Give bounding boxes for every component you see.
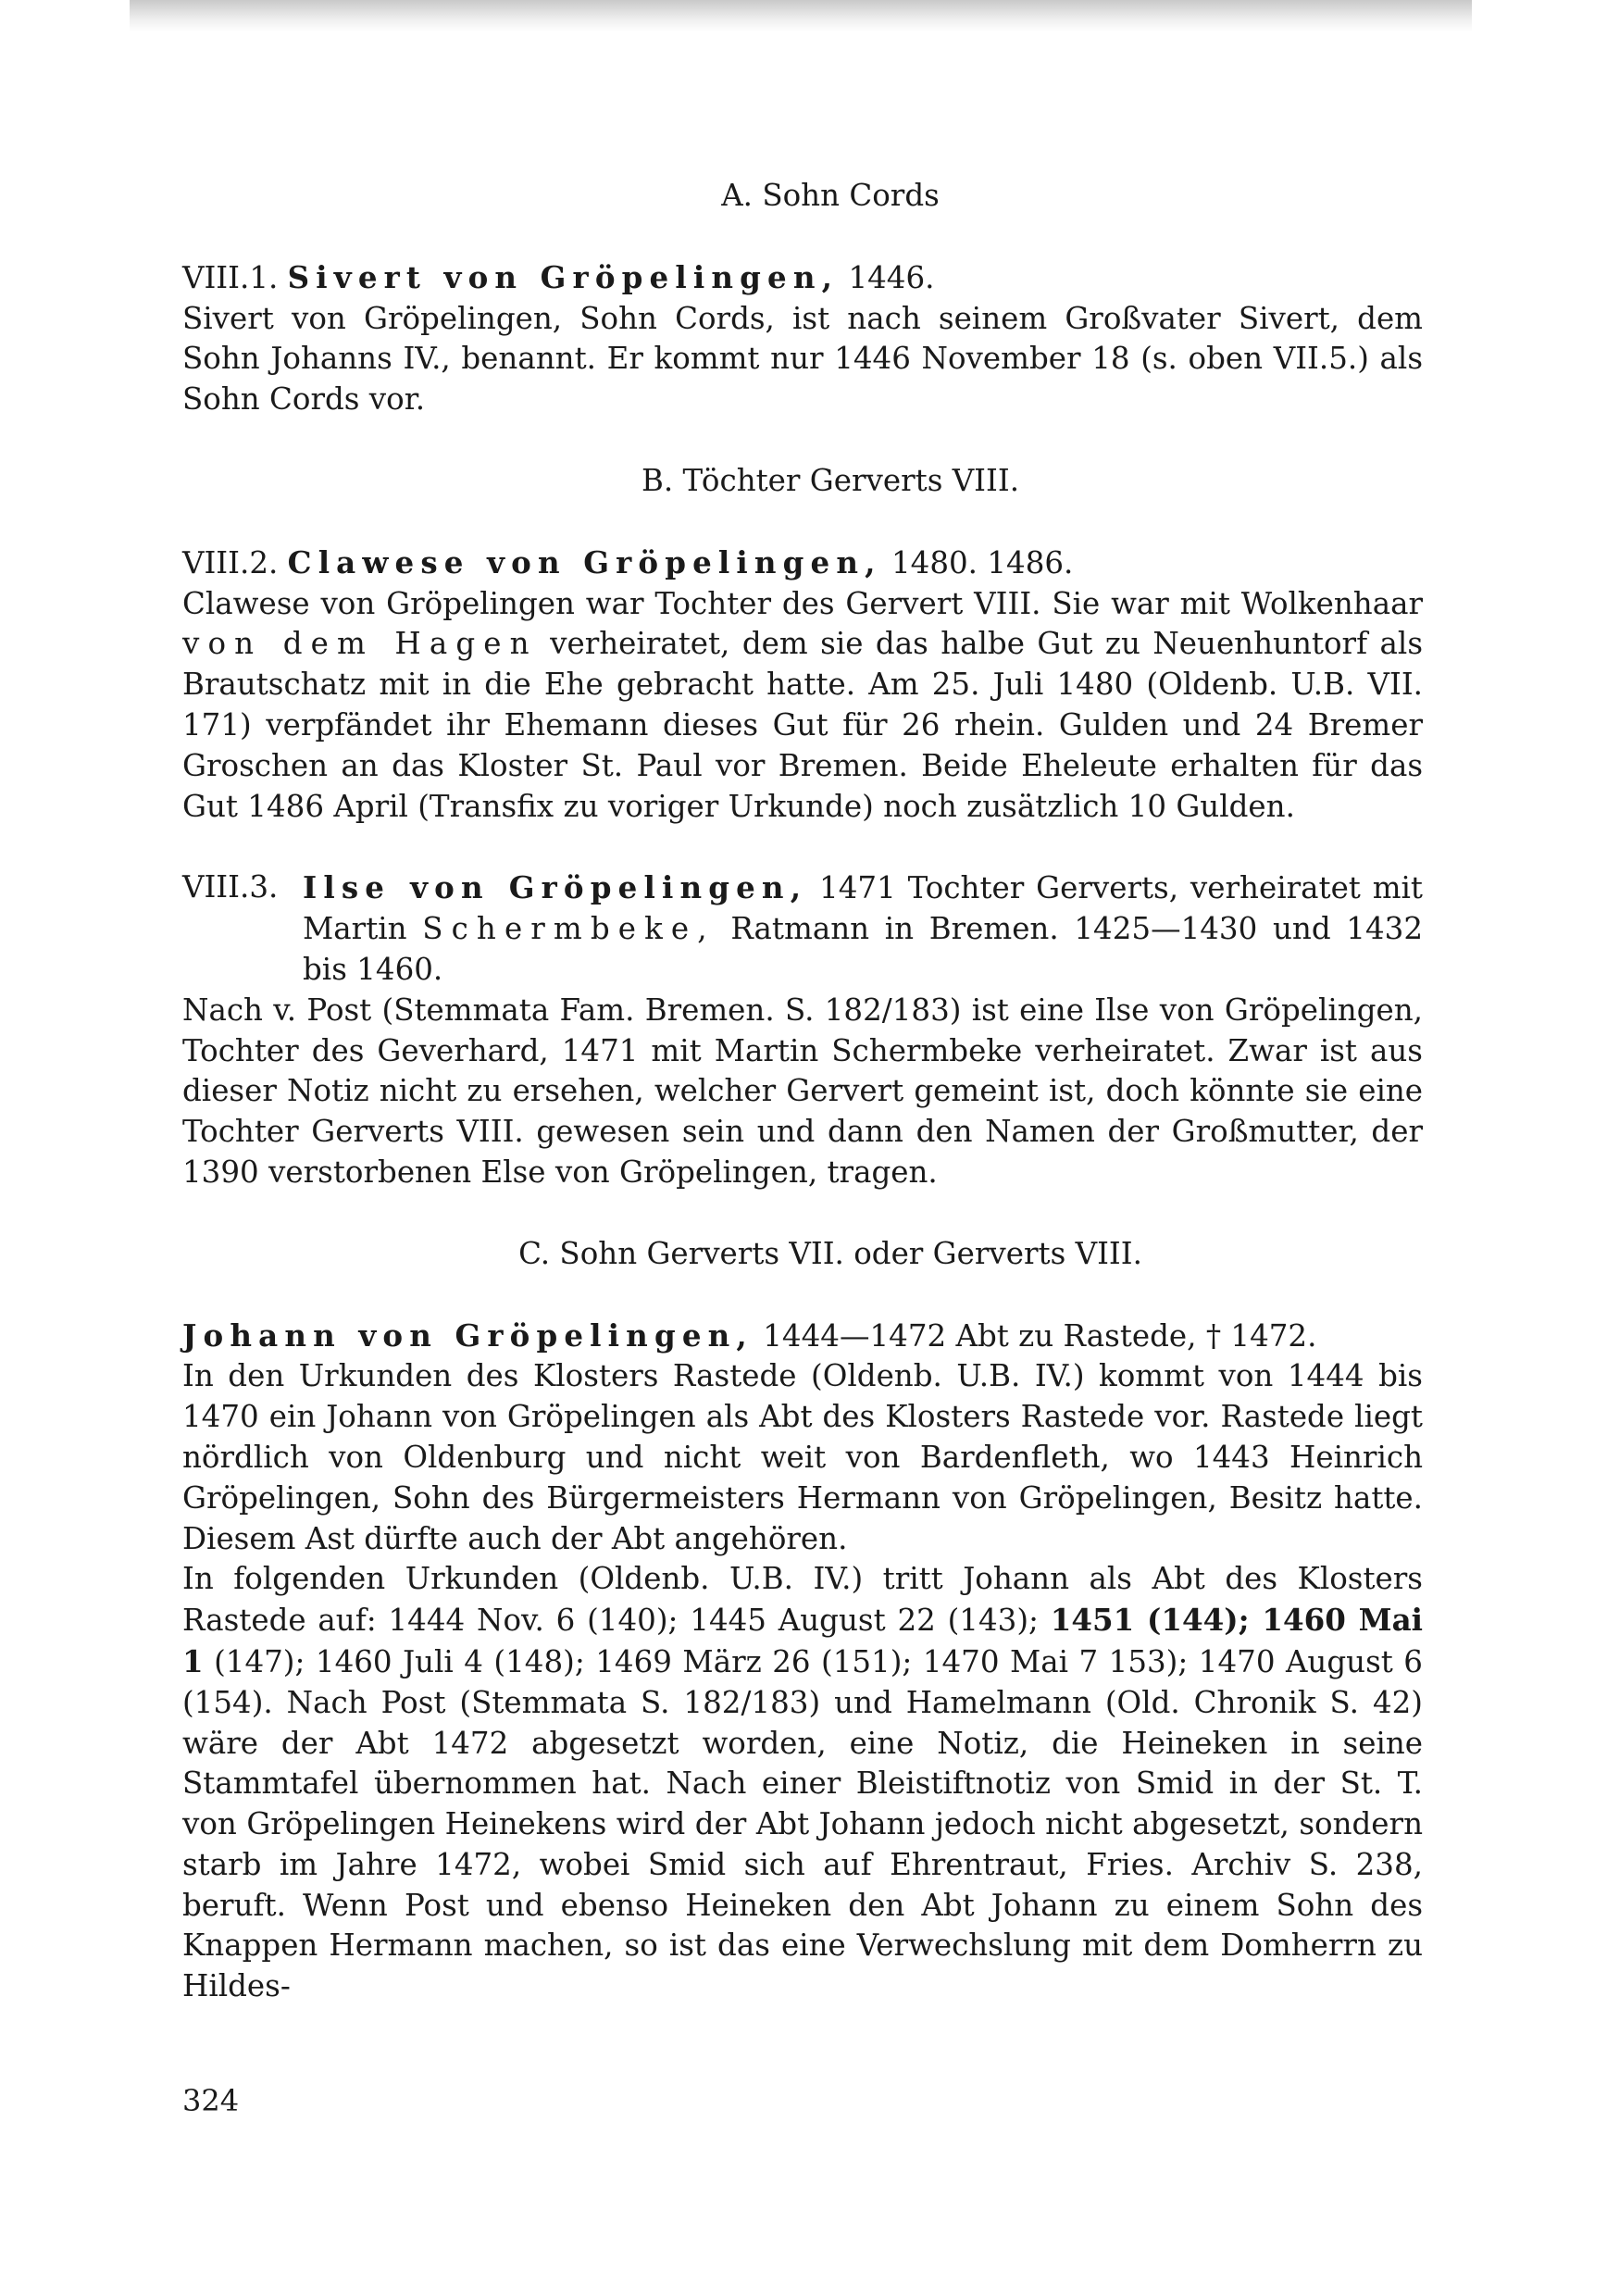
scan-edge-shadow (130, 0, 1472, 31)
text-part: (147); 1460 Juli 4 (148); 1469 März 26 (151); 1470 Mai 7 153); 1470 August 6 (154). Nach Post (Stemmata S. 182/183) und Hamelmann (Old. Chronik S. 42) wäre der Abt 1472 abgesetzt worden, eine Notiz, die Heineken in seine Stammtafel übernommen hat. Nach einer Bleistiftnotiz von Smid in der St. T. von Gröpelingen Heinekens wird der Abt Johann jedoch nicht abgesetzt, sondern starb im Jahre 1472, wobei Smid sich auf Ehrentraut, Fries. Archiv S. 238, beruft. Wenn Post und ebenso Heineken den Abt Johann zu einem Sohn des Knappen Hermann machen, so ist das eine Verwechslung mit dem Domherrn zu Hildes- (182, 1643, 1423, 2004)
entry-johann-paragraph-1: In den Urkunden des Klosters Rastede (Oldenb. U.B. IV.) kommt von 1444 bis 1470 ein Johann von Gröpelingen als Abt des Klosters Rastede vor. Rastede liegt nördlich von Oldenburg und nicht weit von Bardenfleth, wo 1443 Heinrich Gröpelingen, Sohn des Bürgermeisters Hermann von Gröpelingen, Besitz hatte. Diesem Ast dürfte auch der Abt angehören. (182, 1358, 1423, 1556)
page-number: 324 (182, 2083, 240, 2118)
entry-viii-1-heading (182, 257, 1423, 299)
entry-details: 1444—1472 Abt zu Rastede, † 1472. (763, 1317, 1317, 1354)
section-b-heading: B. Töchter Gerverts VIII. (641, 462, 1020, 498)
entry-number: VIII.3. (182, 869, 279, 905)
section-a-heading: A. Sohn Cords (721, 178, 940, 213)
bold-text-part: 1451 (144); 1460 Mai 1 (182, 1602, 1423, 1679)
text-part: verheiratet, dem sie das halbe Gut zu Neuenhuntorf als Brautschatz mit in die Ehe gebracht hatte. Am 25. Juli 1480 (Oldenb. U.B. VII. 171) verpfändet ihr Ehemann dieses Gut für 26 rhein. Gulden und 24 Bremer Groschen an das Kloster St. Paul vor Bremen. Beide Eheleute erhalten für das Gut 1486 April (Transfix zu voriger Urkunde) noch zusätzlich 10 Gulden. (182, 626, 1423, 824)
entry-year: 1446. (848, 259, 935, 295)
person-name: Sivert von Gröpelingen, (287, 258, 840, 295)
entry-viii-3-lead (303, 867, 1423, 990)
entry-johann-paragraph-2 (182, 1559, 1423, 2007)
entry-viii-1-text: Sivert von Gröpelingen, Sohn Cords, ist nach seinem Großvater Sivert, dem Sohn Johanns IV., benannt. Er kommt nur 1446 November 18 (s. oben VII.5.) als Sohn Cords vor. (182, 300, 1423, 418)
entry-number: VIII.1. (182, 259, 279, 295)
entry-viii-3-text: Nach v. Post (Stemmata Fam. Bremen. S. 182/183) ist eine Ilse von Gröpelingen, Tochter des Geverhard, 1471 mit Martin Schermbeke verheiratet. Zwar ist aus dieser Notiz nicht zu ersehen, welcher Gervert gemeint ist, doch könnte sie eine Tochter Gerverts VIII. gewesen sein und dann den Namen der Großmutter, der 1390 verstorbenen Else von Gröpelingen, tragen. (182, 992, 1423, 1190)
spaced-name: von dem Hagen (182, 626, 538, 662)
text-part: Clawese von Gröpelingen war Tochter des Gervert VIII. Sie war mit Wolkenhaar (182, 585, 1423, 621)
entry-number: VIII.2. (182, 544, 279, 580)
text-part: In folgenden Urkunden (Oldenb. U.B. IV.) tritt Johann als Abt des Klosters Rastede auf: 1444 Nov. 6 (140); 1445 August 22 (143); (182, 1561, 1423, 1639)
text-part: 1471 Tochter Gerverts, verheiratet mit Martin (303, 870, 1423, 947)
spaced-name: Schermbeke, (422, 911, 716, 947)
person-name: Clawese von Gröpelingen, (287, 543, 882, 580)
entry-viii-3-heading (182, 867, 1423, 990)
text-part: Ratmann in Bremen. 1425—1430 und 1432 bis 1460. (303, 911, 1424, 987)
entry-years: 1480. 1486. (891, 544, 1074, 580)
entry-viii-2-heading (182, 543, 1423, 584)
entry-johann-heading (182, 1316, 1423, 1357)
entry-viii-2-text (182, 584, 1423, 828)
person-name: Johann von Gröpelingen, (182, 1316, 754, 1354)
person-name: Ilse von Gröpelingen, (303, 869, 808, 906)
section-c-heading: C. Sohn Gerverts VII. oder Gerverts VIII. (518, 1235, 1142, 1271)
page-body (182, 176, 1423, 2007)
